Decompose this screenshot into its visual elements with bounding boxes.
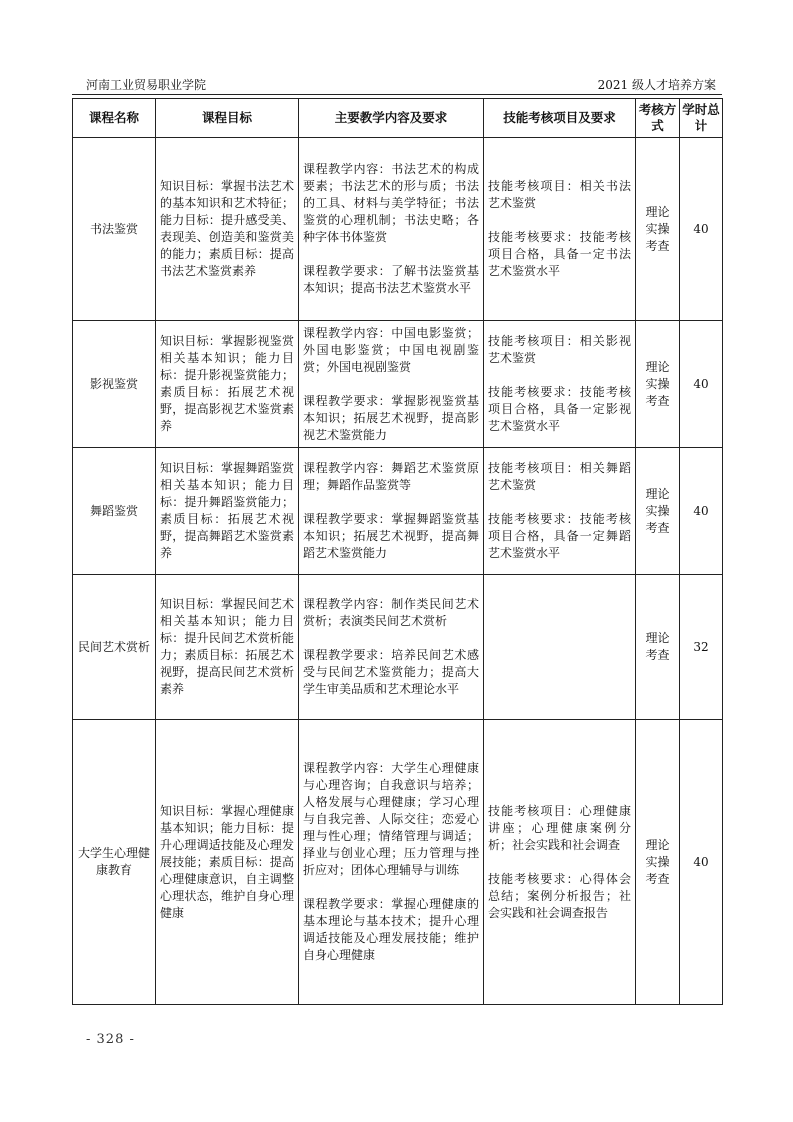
course-goal: 知识目标：掌握影视鉴赏相关基本知识；能力目标：提升影视鉴赏能力；素质目标：拓展艺术视野，提高影视艺术鉴赏素养 [156, 321, 299, 448]
course-name: 书法鉴赏 [73, 138, 156, 321]
header-rule [72, 94, 722, 95]
course-goal: 知识目标：掌握民间艺术相关基本知识；能力目标：提升民间艺术赏析能力；素质目标：拓展艺术视野，提高民间艺术赏析素养 [156, 575, 299, 720]
content-requirement: 课程教学要求：了解书法鉴赏基本知识；提高书法艺术鉴赏水平 [303, 264, 479, 295]
header-course-name: 课程名称 [73, 99, 156, 138]
content-text: 课程教学内容：中国电影鉴赏；外国电影鉴赏；中国电视剧鉴赏；外国电视剧鉴赏 [303, 325, 479, 374]
total-hours: 40 [680, 448, 723, 575]
table-row [73, 138, 723, 321]
total-hours: 40 [680, 138, 723, 321]
table-header-row [73, 99, 723, 138]
course-name: 影视鉴赏 [73, 321, 156, 448]
skill-assessment [484, 720, 636, 1005]
course-content [299, 448, 484, 575]
skill-requirement: 技能考核要求：技能考核项目合格，具备一定舞蹈艺术鉴赏水平 [488, 512, 631, 560]
skill-assessment [484, 138, 636, 321]
skill-item: 技能考核项目：相关影视艺术鉴赏 [488, 334, 631, 365]
header-content: 主要教学内容及要求 [299, 99, 484, 138]
course-name: 舞蹈鉴赏 [73, 448, 156, 575]
course-goal: 知识目标：掌握书法艺术的基本知识和艺术特征；能力目标：提升感受美、表现美、创造美和鉴赏美的能力；素质目标：提高书法艺术鉴赏素养 [156, 138, 299, 321]
content-text: 课程教学内容：书法艺术的构成要素；书法艺术的形与质；书法的工具、材料与美学特征；书法鉴赏的心理机制；书法史略；各种字体书体鉴赏 [303, 162, 479, 244]
page-number: - 328 - [86, 1032, 135, 1047]
content-text: 课程教学内容：舞蹈艺术鉴赏原理；舞蹈作品鉴赏等 [303, 461, 479, 492]
table-row [73, 321, 723, 448]
course-table [72, 98, 723, 1005]
total-hours: 32 [680, 575, 723, 720]
running-header [72, 76, 722, 94]
plan-title: 2021 级人才培养方案 [597, 78, 716, 92]
skill-item: 技能考核项目：相关舞蹈艺术鉴赏 [488, 461, 631, 492]
skill-assessment [484, 575, 636, 720]
course-content [299, 138, 484, 321]
skill-item: 技能考核项目：相关书法艺术鉴赏 [488, 179, 631, 210]
skill-assessment [484, 448, 636, 575]
assessment-method: 理论实操考查 [636, 720, 680, 1005]
total-hours: 40 [680, 720, 723, 1005]
content-text: 课程教学内容：大学生心理健康与心理咨询；自我意识与培养；人格发展与心理健康；学习心理与自我完善、人际交往；恋爱心理与性心理；情绪管理与调适；择业与创业心理；压力管理与挫折应对；团体心理辅导与训练 [303, 761, 479, 877]
assessment-method: 理论实操考查 [636, 448, 680, 575]
assessment-method: 理论考查 [636, 575, 680, 720]
total-hours: 40 [680, 321, 723, 448]
content-text: 课程教学内容：制作类民间艺术赏析；表演类民间艺术赏析 [303, 597, 479, 628]
assessment-method: 理论实操考查 [636, 138, 680, 321]
course-name: 大学生心理健康教育 [73, 720, 156, 1005]
course-goal: 知识目标：掌握舞蹈鉴赏相关基本知识；能力目标：提升舞蹈鉴赏能力；素质目标：拓展艺术视野，提高舞蹈艺术鉴赏素养 [156, 448, 299, 575]
table-row [73, 448, 723, 575]
course-content [299, 575, 484, 720]
content-requirement: 课程教学要求：掌握影视鉴赏基本知识；拓展艺术视野，提高影视艺术鉴赏能力 [303, 393, 479, 442]
course-content [299, 720, 484, 1005]
skill-requirement: 技能考核要求：技能考核项目合格，具备一定书法艺术鉴赏水平 [488, 230, 631, 278]
course-name: 民间艺术赏析 [73, 575, 156, 720]
institution-name: 河南工业贸易职业学院 [86, 78, 207, 92]
header-skill: 技能考核项目及要求 [484, 99, 636, 138]
skill-assessment [484, 321, 636, 448]
assessment-method: 理论实操考查 [636, 321, 680, 448]
header-course-goal: 课程目标 [156, 99, 299, 138]
skill-item: 技能考核项目：心理健康讲座；心理健康案例分析；社会实践和社会调查 [488, 803, 631, 852]
header-hours: 学时总计 [680, 99, 723, 138]
table-row [73, 720, 723, 1005]
content-requirement: 课程教学要求：培养民间艺术感受与民间艺术鉴赏能力；提高大学生审美品质和艺术理论水平 [303, 648, 479, 696]
content-requirement: 课程教学要求：掌握心理健康的基本理论与基本技术；提升心理调适技能及心理发展技能；维护自身心理健康 [303, 897, 479, 962]
header-method: 考核方式 [636, 99, 680, 138]
skill-requirement: 技能考核要求：心得体会总结；案例分析报告；社会实践和社会调查报告 [488, 871, 631, 920]
course-content [299, 321, 484, 448]
content-requirement: 课程教学要求：掌握舞蹈鉴赏基本知识；拓展艺术视野，提高舞蹈艺术鉴赏能力 [303, 512, 479, 560]
course-goal: 知识目标：掌握心理健康基本知识；能力目标：提升心理调适技能及心理发展技能；素质目标：提高心理健康意识，自主调整心理状态，维护自身心理健康 [156, 720, 299, 1005]
table-row [73, 575, 723, 720]
skill-requirement: 技能考核要求：技能考核项目合格，具备一定影视艺术鉴赏水平 [488, 385, 631, 433]
